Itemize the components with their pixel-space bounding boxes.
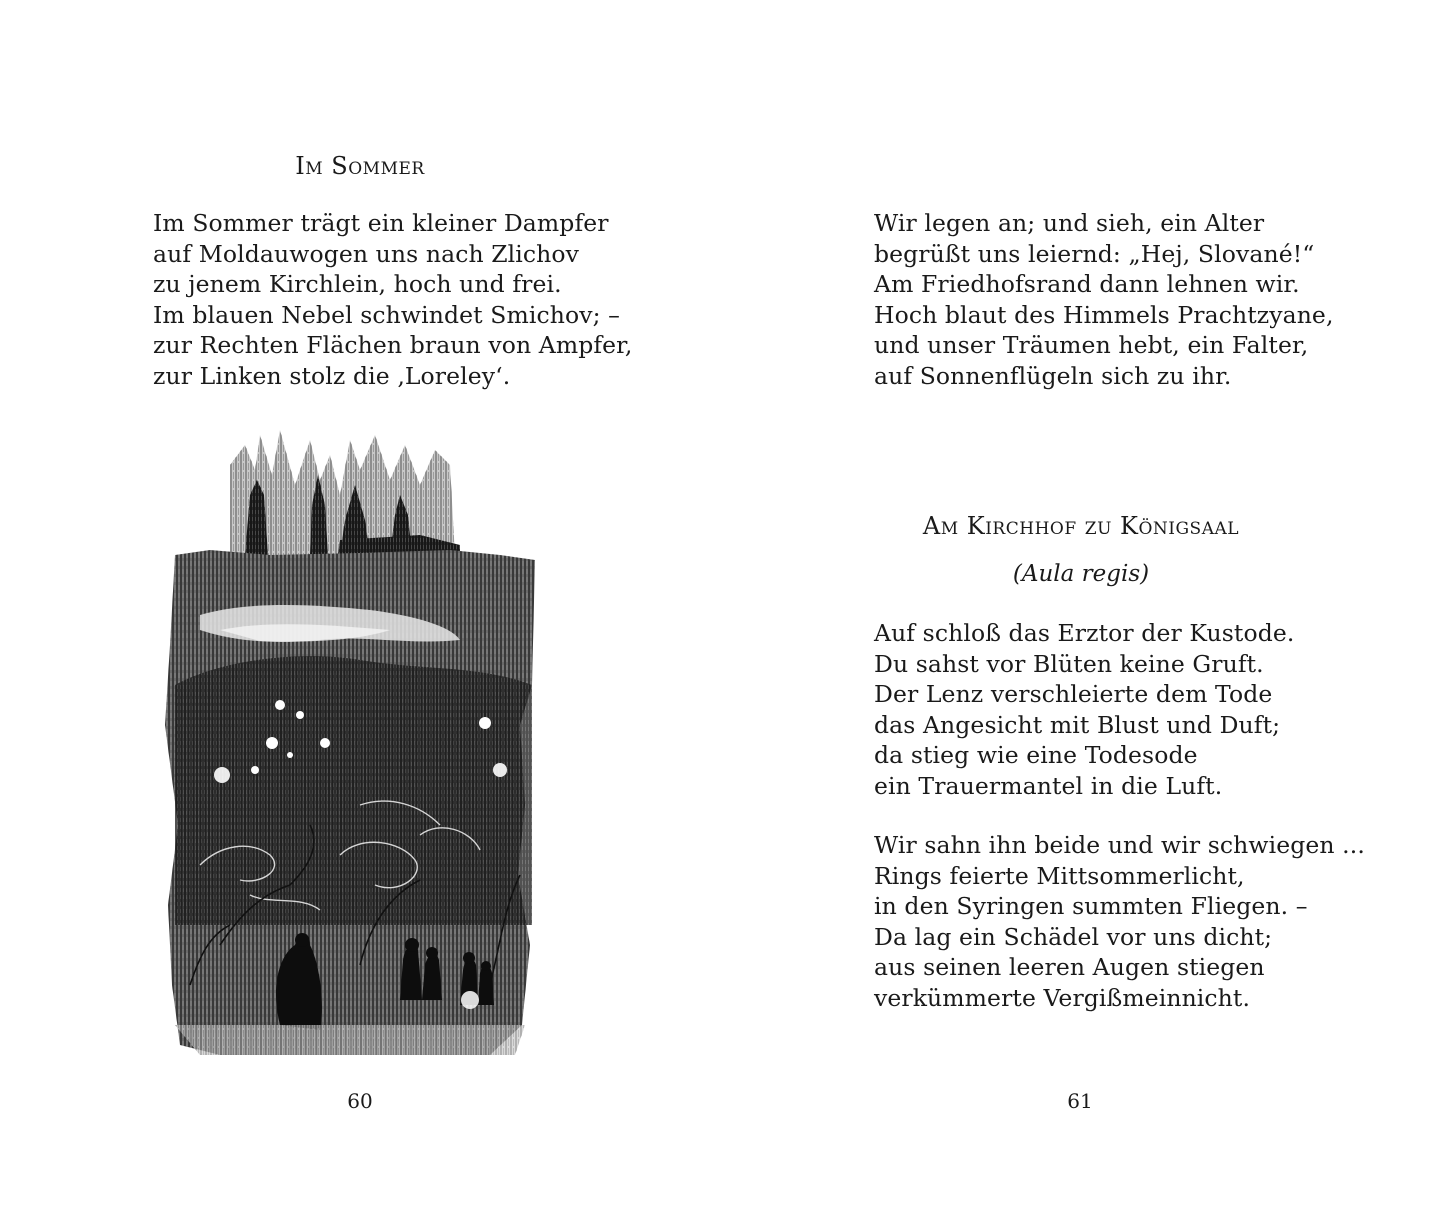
- verse-line: zu jenem Kirchlein, hoch und frei.: [153, 270, 562, 298]
- forest-cemetery-engraving-icon: [160, 425, 540, 1055]
- stanza-im-sommer-2: [874, 208, 1334, 391]
- verse-line: aus seinen leeren Augen stiegen: [874, 953, 1265, 981]
- verse-line: und unser Träumen hebt, ein Falter,: [874, 331, 1309, 359]
- verse-line: zur Rechten Flächen braun von Ampfer,: [153, 331, 633, 359]
- verse-line: verkümmerte Vergißmeinnicht.: [874, 983, 1251, 1012]
- verse-line: Du sahst vor Blüten keine Gruft.: [874, 649, 1264, 678]
- verse-line: Auf schloß das Erztor der Kustode.: [874, 619, 1295, 647]
- verse-line: in den Syringen summten Fliegen. –: [874, 892, 1308, 920]
- verse-line: da stieg wie eine Todesode: [874, 741, 1198, 769]
- poem-title-im-sommer: Im Sommer: [295, 152, 425, 180]
- poem-subtitle: (Aula regis): [1012, 561, 1150, 587]
- verse-line: Hoch blaut des Himmels Prachtzyane,: [874, 300, 1334, 329]
- left-page: [0, 0, 720, 1211]
- verse-line: Rings feierte Mittsommerlicht,: [874, 861, 1245, 890]
- verse-line: auf Moldauwogen uns nach Zlichov: [153, 239, 580, 268]
- verse-line: auf Sonnenflügeln sich zu ihr.: [874, 361, 1232, 390]
- verse-line: Im Sommer trägt ein kleiner Dampfer: [153, 209, 609, 237]
- page-number-right: 61: [1067, 1089, 1093, 1113]
- stanza-im-sommer-1: [153, 208, 633, 391]
- verse-line: zur Linken stolz die ‚Loreley‘.: [153, 361, 511, 390]
- verse-line: Der Lenz verschleierte dem Tode: [874, 680, 1273, 708]
- stanza-am-kirchhof-1: [874, 618, 1294, 801]
- verse-line: Am Friedhofsrand dann lehnen wir.: [874, 270, 1300, 298]
- verse-line: Wir legen an; und sieh, ein Alter: [874, 209, 1265, 237]
- right-page: [721, 0, 1441, 1211]
- verse-line: Da lag ein Schädel vor uns dicht;: [874, 922, 1273, 951]
- verse-line: begrüßt uns leiernd: „Hej, Slované!“: [874, 239, 1315, 268]
- poem-title-am-kirchhof: Am Kirchhof zu Königsaal: [922, 512, 1240, 540]
- verse-line: ein Trauermantel in die Luft.: [874, 771, 1223, 800]
- verse-line: Wir sahn ihn beide und wir schwiegen ...: [874, 831, 1365, 859]
- verse-line: Im blauen Nebel schwindet Smichov; –: [153, 300, 621, 329]
- verse-line: das Angesicht mit Blust und Duft;: [874, 710, 1281, 739]
- stanza-am-kirchhof-2: [874, 830, 1365, 1013]
- page-number-left: 60: [347, 1089, 373, 1113]
